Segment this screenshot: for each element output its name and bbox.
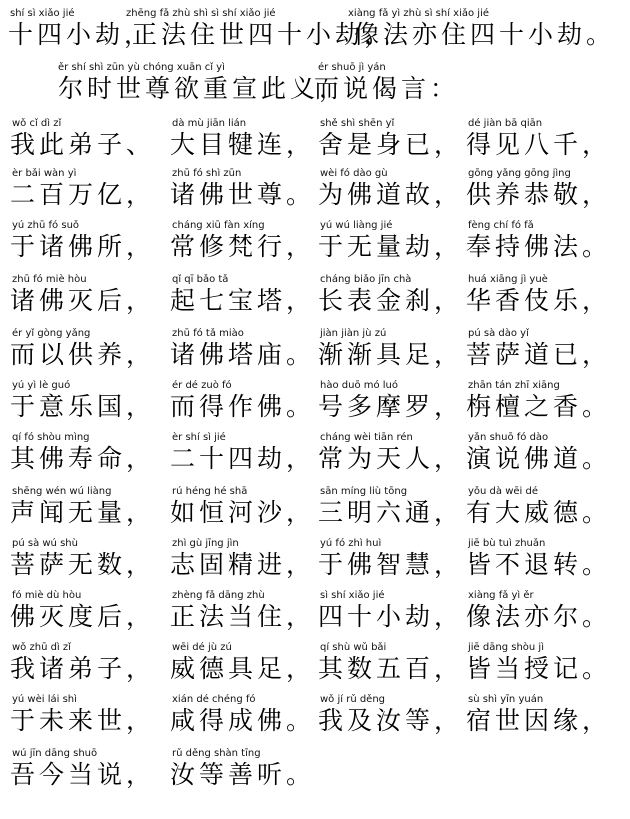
hanzi-text: 起七宝塔， xyxy=(170,286,316,315)
pinyin-annotation: sì shí xiǎo jié xyxy=(320,590,385,601)
hanzi-text: 大目犍连， xyxy=(170,130,316,159)
hanzi-text: 诸佛灭后， xyxy=(10,286,156,315)
hanzi-text: 诸佛塔庙。 xyxy=(170,340,316,369)
hanzi-text: 皆当授记。 xyxy=(466,654,612,683)
hanzi-text: 华香伎乐， xyxy=(466,286,612,315)
pinyin-annotation: zhū fó miè hòu xyxy=(12,274,87,285)
pinyin-annotation: jiē dāng shòu jì xyxy=(468,642,544,653)
hanzi-text: 正法住世四十小劫， xyxy=(132,20,394,49)
hanzi-text: 得见八千， xyxy=(466,130,612,159)
pinyin-annotation: yú wú liàng jié xyxy=(320,220,393,231)
pinyin-annotation: qí fó shòu mìng xyxy=(12,432,90,443)
pinyin-annotation: yǒu dà wēi dé xyxy=(468,486,538,497)
pinyin-annotation: hào duō mó luó xyxy=(320,380,399,391)
pinyin-annotation: xiàng fǎ yì ěr xyxy=(468,590,534,601)
pinyin-annotation: qǐ qī bǎo tǎ xyxy=(172,274,229,285)
pinyin-annotation: yú yì lè guó xyxy=(12,380,71,391)
pinyin-annotation: dà mù jiān lián xyxy=(172,118,247,129)
hanzi-text: 于意乐国， xyxy=(10,392,156,421)
hanzi-text: 常为天人， xyxy=(318,444,464,473)
pinyin-annotation: rú héng hé shā xyxy=(172,486,248,497)
pinyin-annotation: zhū fó shì zūn xyxy=(172,168,242,179)
hanzi-text: 声闻无量， xyxy=(10,498,156,527)
pinyin-annotation: sān míng liù tōng xyxy=(320,486,408,497)
hanzi-text: 尔时世尊欲重宣此义， xyxy=(58,74,349,103)
hanzi-text: 长表金刹， xyxy=(318,286,464,315)
hanzi-text: 皆不退转。 xyxy=(466,550,612,579)
hanzi-text: 而以供养， xyxy=(10,340,156,369)
pinyin-annotation: yú zhū fó suǒ xyxy=(12,220,80,231)
hanzi-text: 如恒河沙， xyxy=(170,498,316,527)
hanzi-text: 我及汝等， xyxy=(318,706,464,735)
hanzi-text: 为佛道故， xyxy=(318,180,464,209)
hanzi-text: 渐渐具足， xyxy=(318,340,464,369)
hanzi-text: 奉持佛法。 xyxy=(466,232,612,261)
hanzi-text: 于未来世， xyxy=(10,706,156,735)
hanzi-text: 其佛寿命， xyxy=(10,444,156,473)
pinyin-annotation: wèi fó dào gù xyxy=(320,168,388,179)
hanzi-text: 咸得成佛。 xyxy=(170,706,316,735)
pinyin-annotation: fèng chí fó fǎ xyxy=(468,220,534,231)
hanzi-text: 我此弟子、 xyxy=(10,130,156,159)
pinyin-annotation: èr shí sì jié xyxy=(172,432,226,443)
hanzi-text: 而得作佛。 xyxy=(170,392,316,421)
hanzi-text: 三明六通， xyxy=(318,498,464,527)
pinyin-annotation: ér dé zuò fó xyxy=(172,380,232,391)
hanzi-text: 诸佛世尊。 xyxy=(170,180,316,209)
hanzi-text: 十四小劫， xyxy=(8,20,154,49)
hanzi-text: 号多摩罗， xyxy=(318,392,464,421)
pinyin-annotation: jiàn jiàn jù zú xyxy=(320,328,387,339)
pinyin-annotation: pú sà wú shù xyxy=(12,538,78,549)
pinyin-annotation: ér shuō jì yán xyxy=(318,62,386,73)
hanzi-text: 佛灭度后， xyxy=(10,602,156,631)
pinyin-annotation: wǒ cǐ dì zǐ xyxy=(12,118,62,129)
hanzi-text: 栴檀之香。 xyxy=(466,392,612,421)
hanzi-text: 菩萨道已， xyxy=(466,340,612,369)
pinyin-annotation: rǔ děng shàn tīng xyxy=(172,748,261,759)
pinyin-annotation: huá xiāng jì yuè xyxy=(468,274,548,285)
pinyin-annotation: gōng yǎng gōng jìng xyxy=(468,168,571,179)
pinyin-annotation: zhū fó tǎ miào xyxy=(172,328,244,339)
hanzi-text: 四十小劫， xyxy=(318,602,464,631)
pinyin-annotation: jiē bù tuì zhuǎn xyxy=(468,538,546,549)
pinyin-annotation: wǒ jí rǔ děng xyxy=(320,694,386,705)
hanzi-text: 其数五百， xyxy=(318,654,464,683)
pinyin-annotation: wēi dé jù zú xyxy=(172,642,232,653)
pinyin-annotation: sù shì yīn yuán xyxy=(468,694,544,705)
hanzi-text: 二十四劫， xyxy=(170,444,316,473)
pinyin-annotation: qí shù wǔ bǎi xyxy=(320,642,387,653)
hanzi-text: 于诸佛所， xyxy=(10,232,156,261)
hanzi-text: 常修梵行， xyxy=(170,232,316,261)
pinyin-annotation: èr bǎi wàn yì xyxy=(12,168,77,179)
pinyin-annotation: cháng xiū fàn xíng xyxy=(172,220,265,231)
pinyin-annotation: xián dé chéng fó xyxy=(172,694,256,705)
pinyin-annotation: shě shì shēn yǐ xyxy=(320,118,395,129)
pinyin-annotation: wǒ zhū dì zǐ xyxy=(12,642,71,653)
pinyin-annotation: zhì gù jīng jìn xyxy=(172,538,239,549)
pinyin-annotation: shí sì xiǎo jié xyxy=(10,8,75,19)
hanzi-text: 我诸弟子， xyxy=(10,654,156,683)
hanzi-text: 二百万亿， xyxy=(10,180,156,209)
hanzi-text: 威德具足， xyxy=(170,654,316,683)
pinyin-annotation: xiàng fǎ yì zhù sì shí xiǎo jié xyxy=(348,8,489,19)
hanzi-text: 宿世因缘， xyxy=(466,706,612,735)
pinyin-annotation: pú sà dào yǐ xyxy=(468,328,529,339)
hanzi-text: 志固精进， xyxy=(170,550,316,579)
hanzi-text: 供养恭敬， xyxy=(466,180,612,209)
hanzi-text: 有大威德。 xyxy=(466,498,612,527)
pinyin-annotation: cháng wèi tiān rén xyxy=(320,432,413,443)
hanzi-text: 菩萨无数， xyxy=(10,550,156,579)
pinyin-annotation: zhèng fǎ dāng zhù xyxy=(172,590,265,601)
hanzi-text: 像法亦住四十小劫。 xyxy=(354,20,616,49)
pinyin-annotation: wú jīn dāng shuō xyxy=(12,748,98,759)
hanzi-text: 而说偈言： xyxy=(314,74,460,103)
hanzi-text: 正法当住， xyxy=(170,602,316,631)
pinyin-annotation: zhēng fǎ zhù shì sì shí xiǎo jié xyxy=(126,8,276,19)
pinyin-annotation: ěr shí shì zūn yù chóng xuān cǐ yì xyxy=(58,62,225,73)
hanzi-text: 于无量劫， xyxy=(318,232,464,261)
pinyin-annotation: yú fó zhì huì xyxy=(320,538,382,549)
pinyin-annotation: zhān tán zhī xiāng xyxy=(468,380,560,391)
hanzi-text: 舍是身已， xyxy=(318,130,464,159)
hanzi-text: 吾今当说， xyxy=(10,760,156,789)
pinyin-annotation: shēng wén wú liàng xyxy=(12,486,112,497)
pinyin-annotation: cháng biǎo jīn chà xyxy=(320,274,412,285)
pinyin-annotation: yú wèi lái shì xyxy=(12,694,77,705)
pinyin-annotation: yǎn shuō fó dào xyxy=(468,432,549,443)
hanzi-text: 于佛智慧， xyxy=(318,550,464,579)
hanzi-text: 像法亦尔。 xyxy=(466,602,612,631)
hanzi-text: 汝等善听。 xyxy=(170,760,316,789)
pinyin-annotation: ér yǐ gòng yǎng xyxy=(12,328,91,339)
pinyin-annotation: fó miè dù hòu xyxy=(12,590,82,601)
hanzi-text: 演说佛道。 xyxy=(466,444,612,473)
pinyin-annotation: dé jiàn bā qiān xyxy=(468,118,543,129)
